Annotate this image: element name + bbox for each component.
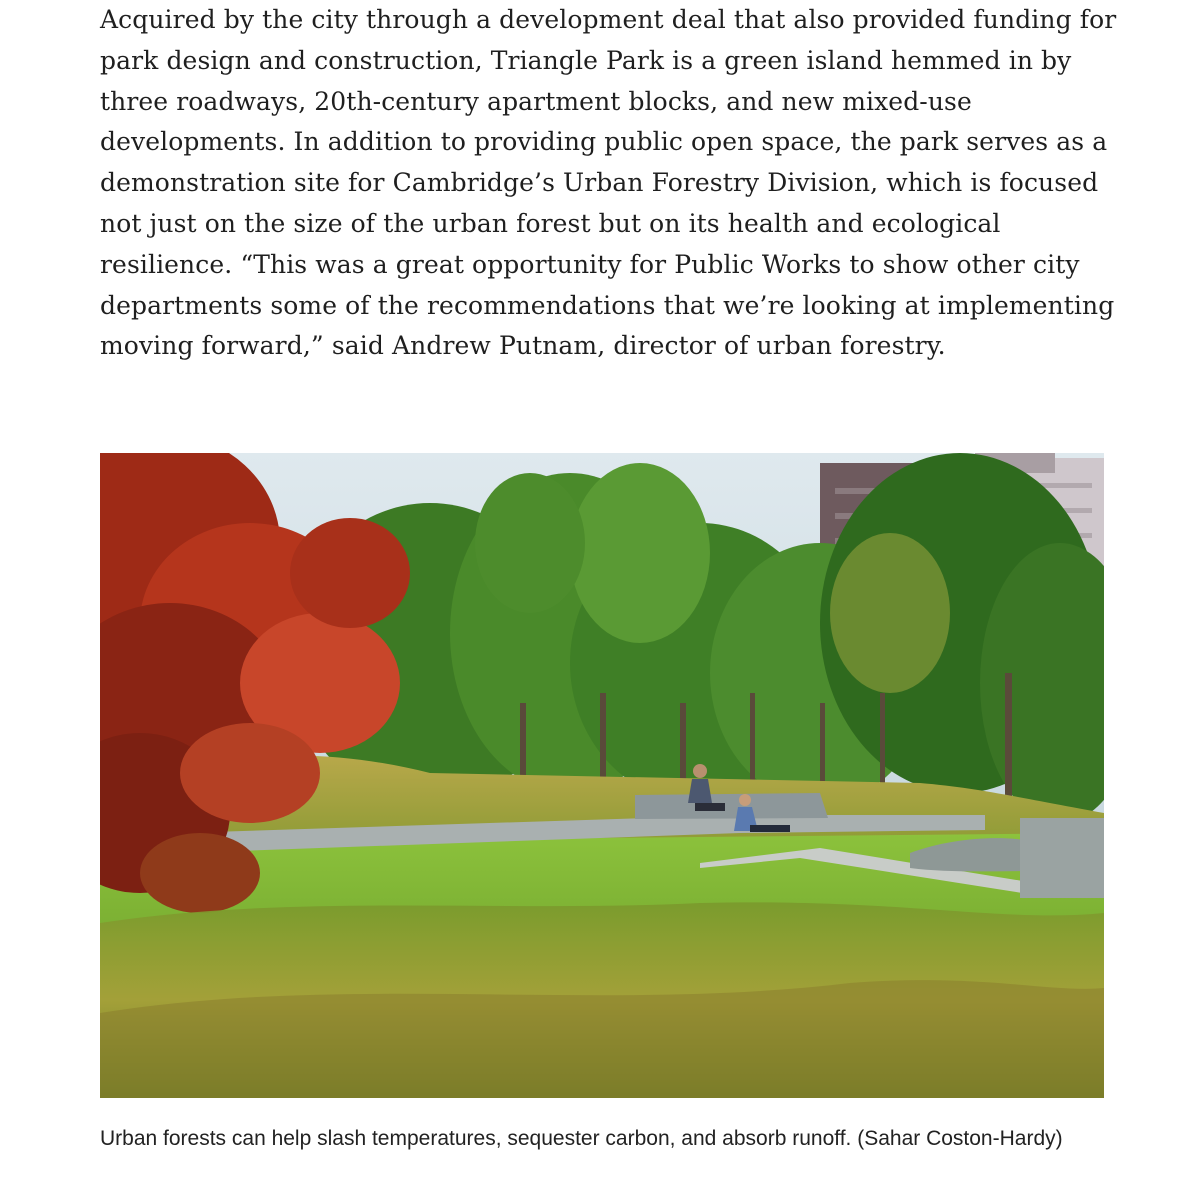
park-photo bbox=[100, 453, 1104, 1098]
figure-caption: Urban forests can help slash temperatures, sequester carbon, and absorb runoff. (Sahar Coston-Hardy) bbox=[100, 1127, 1063, 1150]
article-paragraph: Acquired by the city through a development deal that also provided funding for park design and construction, Triangle Park is a green island hemmed in by three roadways, 20th-century apartment blocks, and new mixed-use developments. In addition to providing public open space, the park serves as a demonstration site for Cambridge’s Urban Forestry Division, which is focused not just on the size of the urban forest but on its health and ecological resilience. “This was a great opportunity for Public Works to show other city departments some of the recommendations that we’re looking at implementing moving forward,” said Andrew Putnam, director of urban forestry. bbox=[100, 5, 1117, 361]
bench-block bbox=[1020, 818, 1104, 898]
seat-wall-back bbox=[635, 793, 828, 819]
article-body bbox=[100, 0, 1120, 367]
